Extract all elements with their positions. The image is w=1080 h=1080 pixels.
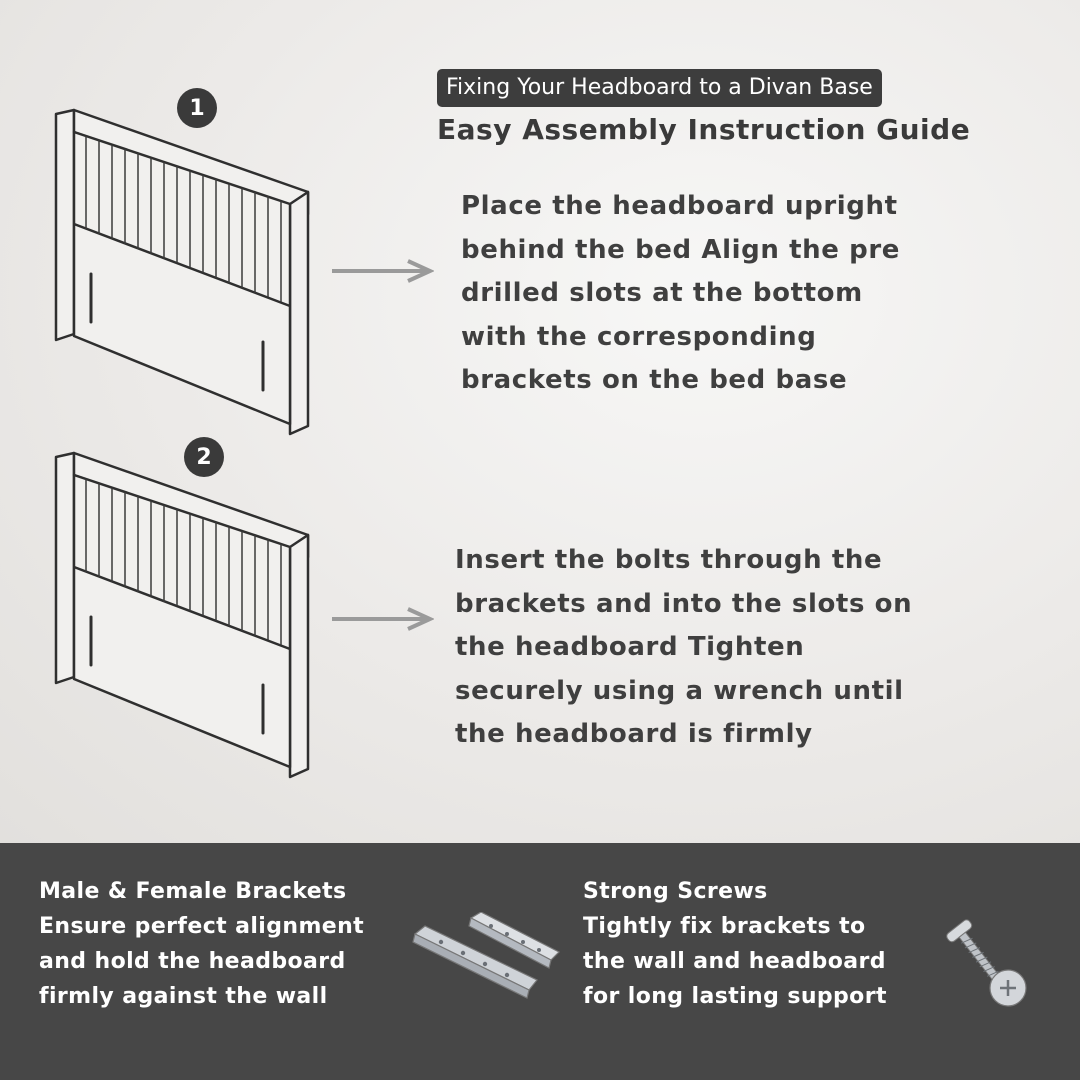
step-1-text: Place the headboard upright behind the bed Align the pre drilled slots at the bottom with the corresponding brackets on the bed base (461, 191, 900, 396)
feature-screws-line: the wall and headboard (583, 949, 886, 974)
feature-brackets-line: firmly against the wall (39, 984, 328, 1009)
feature-brackets-line: and hold the headboard (39, 949, 346, 974)
step-2-badge: 2 (184, 437, 224, 477)
bracket-icon (411, 912, 561, 1002)
arrow-right-icon (330, 607, 434, 631)
feature-screws-line: Tightly fix brackets to (583, 914, 866, 939)
feature-screws-title: Strong Screws (583, 879, 768, 904)
page-title: Fixing Your Headboard to a Divan Base (437, 69, 882, 107)
headboard-drawing-step-1 (50, 106, 320, 436)
feature-screws (583, 874, 887, 1014)
feature-brackets-line: Ensure perfect alignment (39, 914, 365, 939)
screw-icon (932, 910, 1032, 1010)
feature-brackets-title: Male & Female Brackets (39, 879, 347, 904)
feature-screws-line: for long lasting support (583, 984, 887, 1009)
headboard-drawing-step-2 (50, 449, 320, 779)
page-subtitle: Easy Assembly Instruction Guide (437, 113, 971, 146)
arrow-right-icon (330, 259, 434, 283)
step-1-badge: 1 (177, 88, 217, 128)
feature-brackets (39, 874, 364, 1014)
step-2-text: Insert the bolts through the brackets and into the slots on the headboard Tighten securely using a wrench until the headboard is firmly (455, 545, 913, 750)
